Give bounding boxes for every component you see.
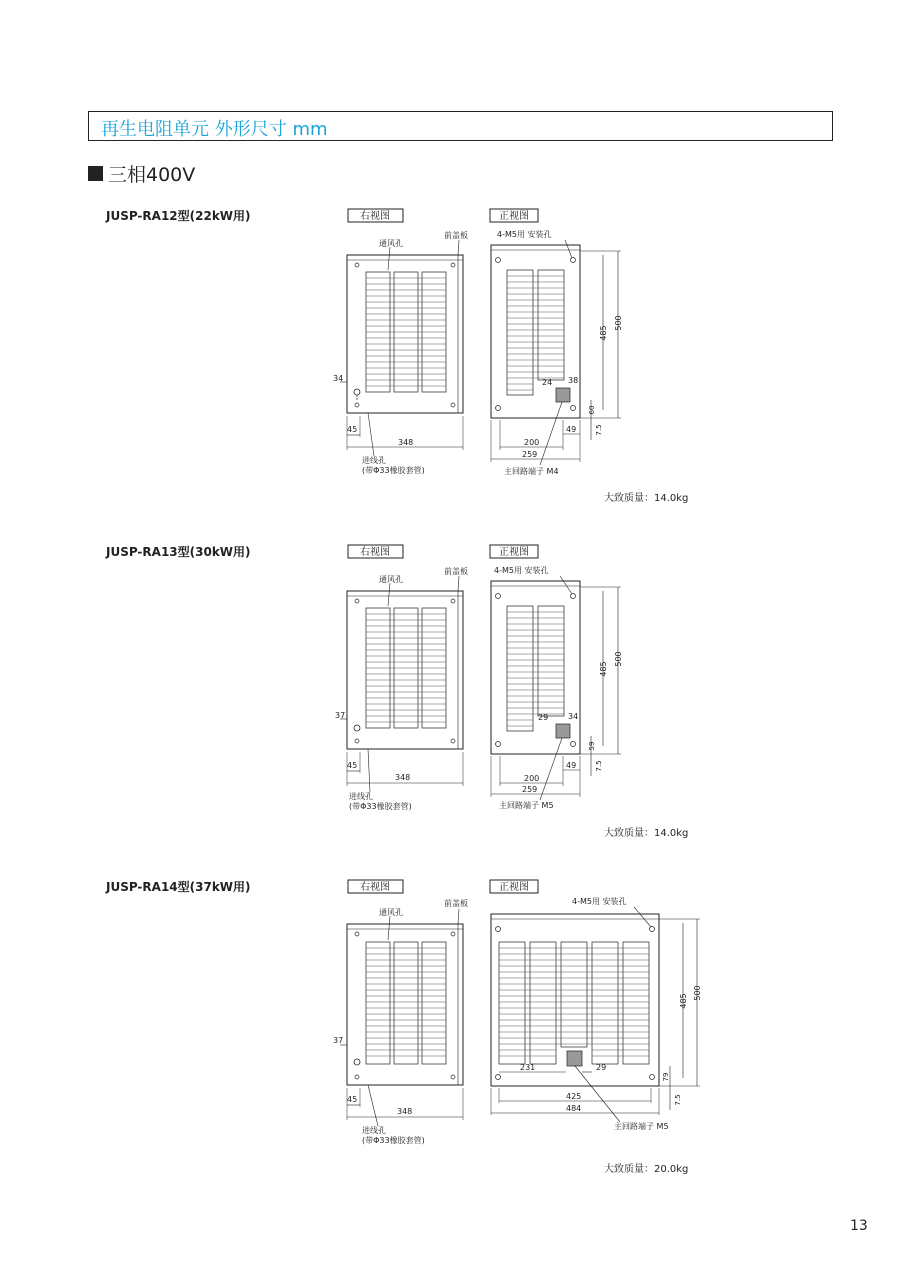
mount-hole-icon [355, 1075, 359, 1079]
inlet-label: 进线孔 [362, 456, 386, 465]
dim-485: 485 [599, 325, 608, 341]
dim-348: 348 [397, 1107, 413, 1116]
inlet-note: (带Φ33橡胶套管) [362, 1136, 425, 1145]
terminal-block-icon [556, 388, 570, 402]
front-view [491, 565, 623, 810]
right-view-label: 右视图 [360, 211, 390, 222]
dim-200: 200 [524, 438, 540, 447]
mount-hole-icon [496, 927, 501, 932]
mount-hole-icon [451, 932, 455, 936]
front-view-label: 正视图 [499, 211, 529, 222]
dim-500: 500 [614, 651, 623, 667]
mount-hole-icon [650, 1075, 655, 1080]
mass-ra12: 大致质量：14.0kg [604, 493, 689, 504]
front-cover-label: 前盖板 [444, 231, 468, 240]
mount-hole-icon [571, 594, 576, 599]
mount-hole-icon [355, 403, 359, 407]
mount-hole-icon [496, 1075, 501, 1080]
dim-425: 425 [566, 1092, 582, 1101]
front-view [491, 229, 623, 476]
dim-348: 348 [395, 773, 411, 782]
dim-348: 348 [398, 438, 414, 447]
vent-grille [507, 606, 564, 731]
mount-hole-icon [496, 406, 501, 411]
mount-hole-icon [355, 599, 359, 603]
inlet-label: 进线孔 [362, 1126, 386, 1135]
right-view-label: 右视图 [360, 882, 390, 893]
mount-hole-label: 4-M5用 安装孔 [494, 566, 549, 575]
terminal-block-icon [567, 1051, 582, 1066]
mass-ra14: 大致质量：20.0kg [604, 1164, 689, 1175]
vent-label: 通风孔 [379, 575, 403, 584]
vent-label: 通风孔 [379, 239, 403, 248]
side-view [333, 898, 468, 1145]
dim-45: 45 [347, 761, 358, 770]
mount-hole-icon [451, 263, 455, 267]
terminal-label: 主回路端子 M5 [614, 1122, 669, 1131]
mount-hole-icon [451, 1075, 455, 1079]
dim-29: 29 [596, 1063, 607, 1072]
dim-37: 37 [335, 711, 346, 720]
model-title-ra12: JUSP-RA12型(22kW用) [106, 209, 251, 223]
vent-grille [499, 942, 649, 1064]
dim-24: 24 [542, 378, 553, 387]
front-cover-label: 前盖板 [444, 567, 468, 576]
dim-59: 59 [588, 741, 596, 751]
mount-hole-icon [496, 258, 501, 263]
mount-hole-icon [571, 258, 576, 263]
inlet-hole-icon [354, 725, 360, 731]
dim-34: 34 [333, 374, 344, 383]
drawing-ra14 [0, 876, 900, 1176]
inlet-note: (带Φ33橡胶套管) [362, 466, 425, 475]
front-view-label: 正视图 [499, 547, 529, 558]
mount-hole-label: 4-M5用 安装孔 [572, 897, 627, 906]
dim-484: 484 [566, 1104, 582, 1113]
inlet-label: 进线孔 [349, 792, 373, 801]
model-title-ra14: JUSP-RA14型(37kW用) [106, 880, 251, 894]
header-title-box [88, 111, 833, 141]
page-number: 13 [850, 1218, 868, 1234]
side-view [335, 566, 468, 811]
dim-231: 231 [520, 1063, 536, 1072]
dim-49: 49 [566, 425, 577, 434]
inlet-hole-icon [354, 1059, 360, 1065]
dim-500: 500 [614, 315, 623, 331]
terminal-label: 主回路端子 M5 [499, 801, 554, 810]
section-title: 三相400V [108, 164, 196, 186]
mount-hole-icon [496, 594, 501, 599]
dim-79: 79 [662, 1072, 670, 1082]
front-view-label: 正视图 [499, 882, 529, 893]
dim-7-5: 7.5 [595, 760, 603, 772]
dim-485: 485 [679, 993, 688, 1009]
mount-hole-icon [451, 599, 455, 603]
mount-hole-icon [650, 927, 655, 932]
mount-hole-icon [355, 263, 359, 267]
vent-grille [366, 608, 446, 728]
drawing-ra13 [0, 541, 900, 841]
mount-hole-icon [571, 742, 576, 747]
dim-49: 49 [566, 761, 577, 770]
mass-ra13: 大致质量：14.0kg [604, 828, 689, 839]
front-view [491, 896, 702, 1131]
vent-grille [366, 942, 446, 1064]
vent-label: 通风孔 [379, 908, 403, 917]
dim-7-5: 7.5 [674, 1094, 682, 1106]
dim-37: 37 [333, 1036, 344, 1045]
mount-hole-label: 4-M5用 安装孔 [497, 230, 552, 239]
mount-hole-icon [451, 403, 455, 407]
dim-200: 200 [524, 774, 540, 783]
mount-hole-icon [496, 742, 501, 747]
dim-7-5: 7.5 [595, 424, 603, 436]
dim-259: 259 [522, 450, 538, 459]
dim-29: 29 [538, 713, 549, 722]
square-bullet-icon [88, 166, 103, 181]
dim-259: 259 [522, 785, 538, 794]
front-cover-label: 前盖板 [444, 899, 468, 908]
mount-hole-icon [355, 739, 359, 743]
dim-485: 485 [599, 661, 608, 677]
mount-hole-icon [355, 932, 359, 936]
dim-34: 34 [568, 712, 579, 721]
mount-hole-icon [571, 406, 576, 411]
inlet-hole-icon [354, 389, 360, 395]
vent-grille [507, 270, 564, 395]
vent-grille [366, 272, 446, 392]
drawing-ra12 [0, 205, 900, 505]
terminal-block-icon [556, 724, 570, 738]
section-heading [88, 160, 195, 187]
terminal-label: 主回路端子 M4 [504, 467, 559, 476]
dim-500: 500 [693, 985, 702, 1001]
dim-60: 60 [588, 405, 596, 415]
right-view-label: 右视图 [360, 547, 390, 558]
page-title: 再生电阻单元 外形尺寸 mm [101, 119, 328, 140]
mount-hole-icon [451, 739, 455, 743]
inlet-note: (带Φ33橡胶套管) [349, 802, 412, 811]
dim-45: 45 [347, 425, 358, 434]
dim-45: 45 [347, 1095, 358, 1104]
dim-38: 38 [568, 376, 579, 385]
side-view [333, 230, 468, 475]
model-title-ra13: JUSP-RA13型(30kW用) [106, 545, 251, 559]
